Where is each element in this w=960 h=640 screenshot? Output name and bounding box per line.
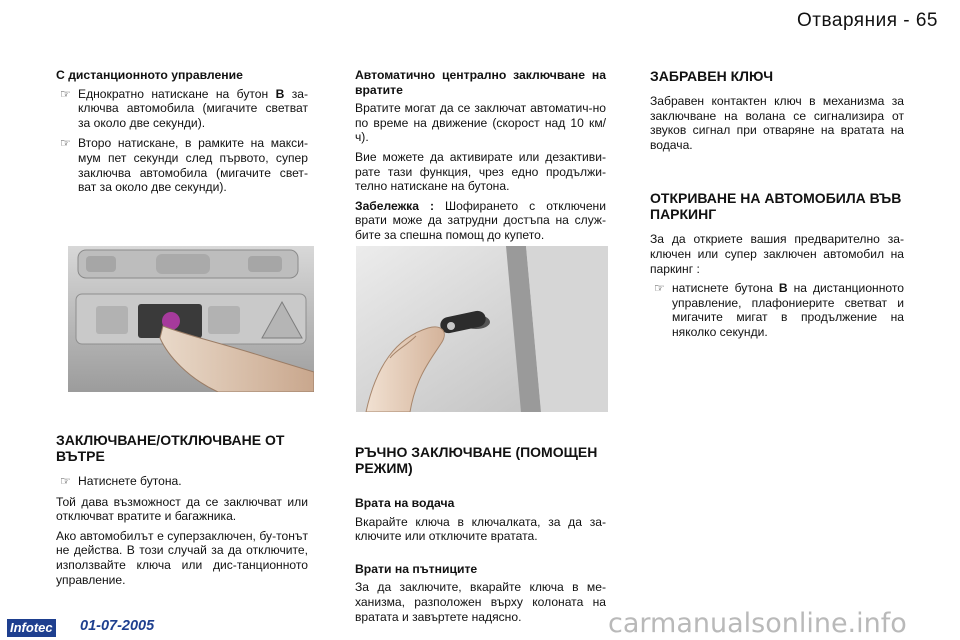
- forgot-key-heading: ЗАБРАВЕН КЛЮЧ: [650, 68, 774, 84]
- finger-pointer-icon: ☞: [60, 86, 71, 101]
- inside-paragraph-2: Ако автомобилът е суперзаключен, бу-тонът не действа. В този случай за да отключите, използвайте ключа или дис-танционното управление.: [56, 528, 308, 587]
- remote-bullet-1-text-end: за-ключва автомобила (мигачите светват за около две секунди).: [78, 86, 308, 130]
- find-bullet-text: натиснете бутона: [672, 281, 779, 296]
- inside-paragraph-1: Той дава възможност да се заключват или отключват вратите и багажника.: [56, 494, 308, 524]
- page-header: [0, 0, 960, 38]
- column-3: [650, 68, 904, 346]
- finger-pointer-icon: ☞: [60, 136, 71, 151]
- remote-bullet-1: [56, 87, 308, 131]
- page-title: Отваряния - 65: [797, 10, 938, 31]
- infotec-logo: Infotec: [7, 619, 56, 637]
- auto-lock-heading: Автоматично централно заключване на вратите: [355, 68, 606, 97]
- auto-lock-note: [355, 199, 606, 243]
- finger-pointer-icon: ☞: [60, 474, 71, 488]
- find-bullet-key: B: [778, 281, 788, 296]
- column-1-bottom: [56, 432, 308, 592]
- remote-bullet-2: [56, 136, 308, 194]
- passenger-doors-heading: Врати на пътниците: [355, 561, 478, 576]
- find-vehicle-heading: ОТКРИВАНЕ НА АВТОМОБИЛА ВЪВ ПАРКИНГ: [650, 190, 902, 223]
- remote-bullet-1-text: Еднократно натискане на бутон: [78, 86, 276, 101]
- remote-bullet-1-key: B: [275, 86, 285, 101]
- footer-date: 01-07-2005: [80, 618, 155, 634]
- inside-lock-heading: ЗАКЛЮЧВАНЕ/ОТКЛЮЧВАНЕ ОТ ВЪТРЕ: [56, 432, 285, 464]
- note-text: Шофирането с отключени врати може да затрудни достъпа на служ-бите за спешна помощ до купето.: [355, 198, 606, 242]
- column-2-top: [355, 68, 606, 248]
- remote-heading: С дистанционното управление: [56, 68, 243, 82]
- find-bullet-text-end: на дистанционното управление, плафониерите светват и мигачите мигат в продължение на няколко секунди.: [672, 281, 904, 339]
- photo-dashboard-lock-button: [68, 246, 314, 392]
- column-1-top: [56, 68, 308, 201]
- note-label: Забележка :: [355, 198, 434, 213]
- forgot-key-paragraph: Забравен контактен ключ в механизма за заключване на волана се сигнализира от звуков сигнал при отваряне на вратата на водача.: [650, 94, 904, 152]
- remote-bullet-2-text: Второ натискане, в рамките на макси-мум пет секунди след първото, супер заключва автомобила (мигачите свет-ват за около две секунди).: [78, 136, 308, 195]
- auto-lock-paragraph-1: Вратите могат да се заключат автоматич-но по време на движение (скорост над 10 км/ч).: [355, 101, 606, 145]
- driver-door-heading: Врата на водача: [355, 496, 455, 510]
- find-vehicle-paragraph: За да откриете вашия предварително за-ключен или супер заключен автомобил на паркинг :: [650, 232, 904, 276]
- auto-lock-paragraph-2: Вие можете да активирате или дезактиви-рате тази функция, чрез едно продължи-телно натискане на бутона.: [355, 149, 606, 194]
- column-2-bottom: [355, 444, 606, 629]
- find-vehicle-bullet: [650, 281, 904, 339]
- passenger-doors-paragraph: За да заключите, вкарайте ключа в ме-ханизма, разположен върху колоната на вратата и завъртете надясно.: [355, 580, 606, 624]
- inside-bullet-text: Натиснете бутона.: [78, 474, 182, 488]
- inside-bullet: [56, 474, 308, 489]
- watermark: carmanualsonline.info: [608, 608, 907, 639]
- photo-key-in-door-lock: [356, 246, 608, 412]
- finger-pointer-icon: ☞: [654, 281, 665, 296]
- driver-door-paragraph: Вкарайте ключа в ключалката, за да за-ключите или отключите вратата.: [355, 514, 606, 544]
- manual-lock-heading: РЪЧНО ЗАКЛЮЧВАНЕ (ПОМОЩЕН РЕЖИМ): [355, 444, 598, 476]
